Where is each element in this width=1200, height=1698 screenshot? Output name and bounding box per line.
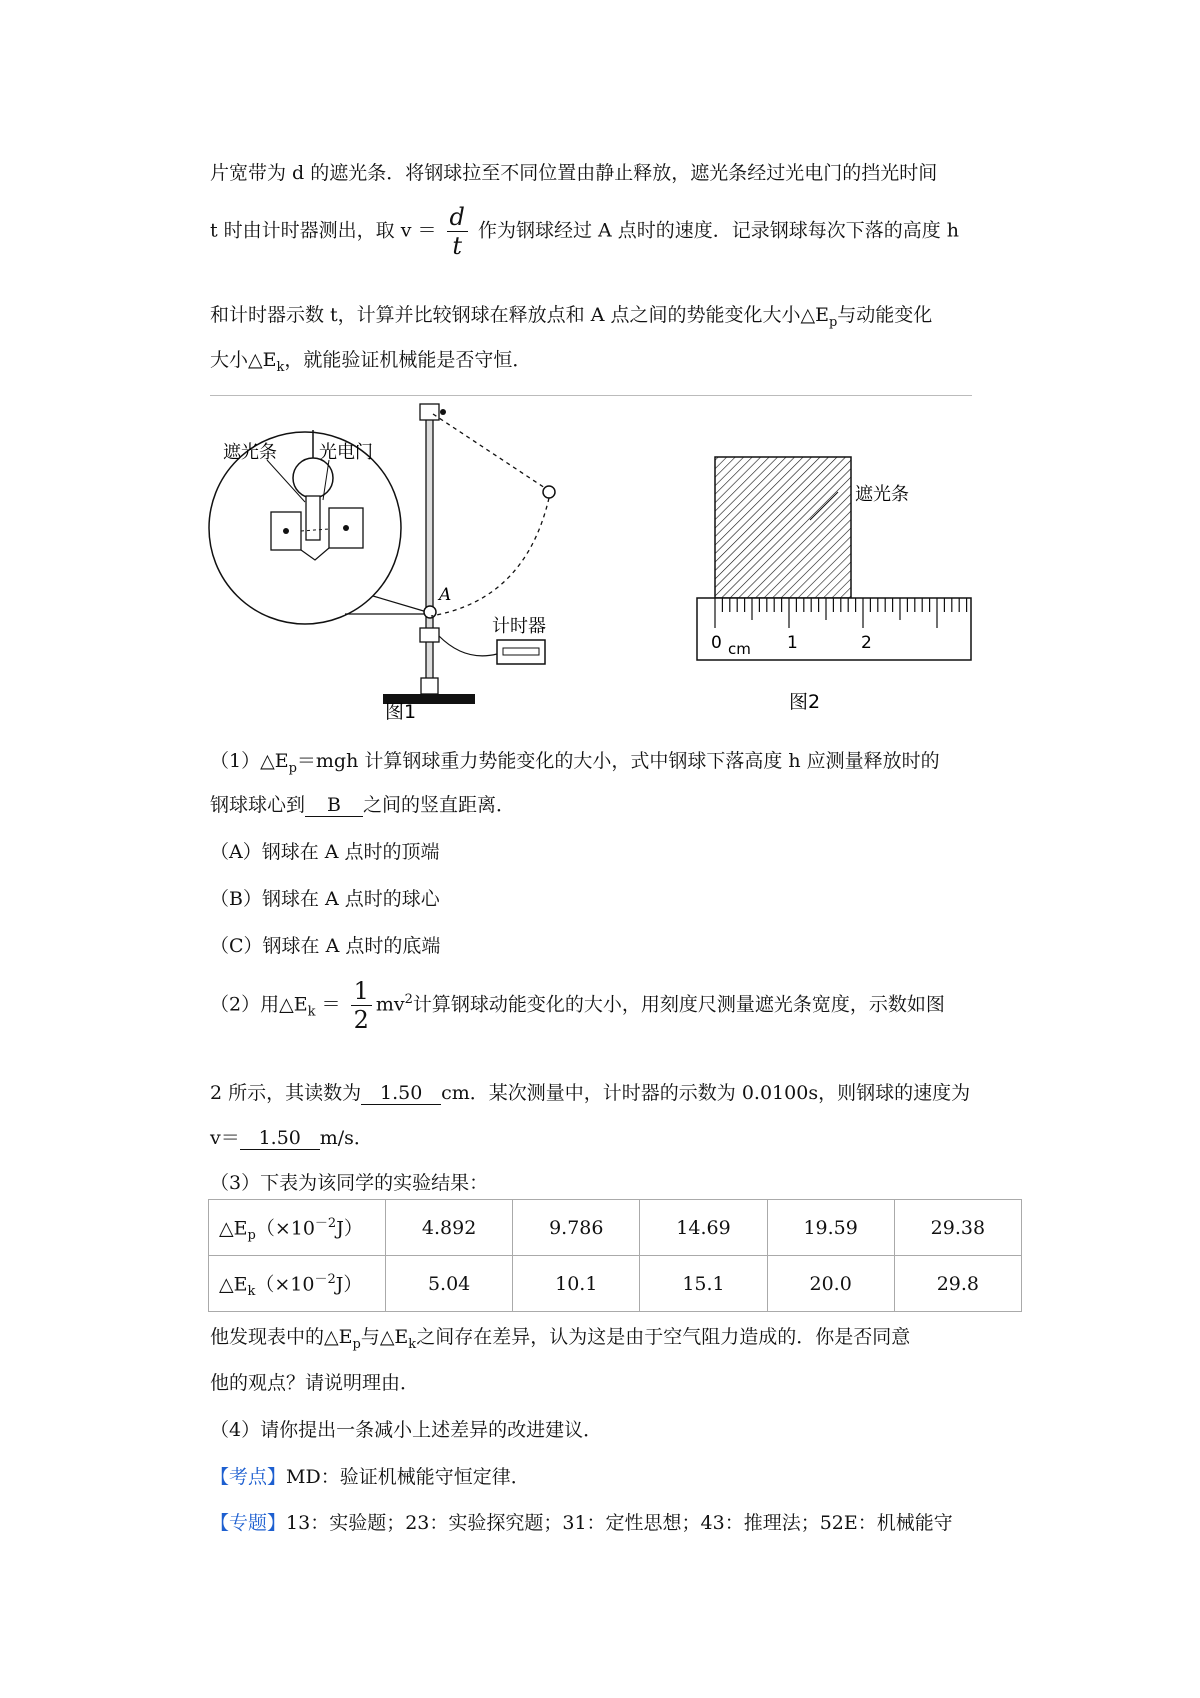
table-cell: 9.786 — [513, 1200, 640, 1256]
ruler-tick-1: 1 — [787, 633, 798, 653]
q1-option-c: （C）钢球在 A 点时的底端 — [210, 935, 441, 957]
ruler-unit: cm — [728, 640, 751, 658]
stand-foot — [421, 678, 438, 694]
q2-line-1 — [210, 977, 945, 1034]
ruler-tick-0: 0 — [711, 633, 722, 653]
figure-1-caption: 图1 — [385, 701, 417, 723]
results-table — [208, 1199, 1022, 1312]
q1-answer: B — [305, 794, 363, 817]
q1-line-2 — [210, 790, 515, 817]
table-row — [209, 1256, 1022, 1312]
q1-text: 钢球球心到 — [210, 794, 306, 816]
label-shield: 遮光条 — [223, 442, 277, 463]
table-cell: 10.1 — [513, 1256, 640, 1312]
intro-line-2 — [210, 203, 959, 260]
divider-line — [210, 395, 972, 396]
zhuanti-line — [210, 1508, 953, 1535]
photogate-on-stand — [420, 628, 439, 642]
q1-option-a: （A）钢球在 A 点时的顶端 — [210, 841, 440, 863]
half-fraction — [351, 977, 372, 1034]
ruler-tick-2: 2 — [861, 633, 872, 653]
gate-dot — [283, 528, 289, 534]
ball-at-A — [424, 606, 436, 618]
subscript: k — [307, 1004, 316, 1020]
table-cell: 20.0 — [767, 1256, 894, 1312]
table-cell: 29.8 — [894, 1256, 1021, 1312]
intro-text: 与动能变化 — [837, 304, 933, 326]
velocity-fraction — [447, 203, 468, 260]
fraction-denominator: t — [452, 232, 463, 260]
q2-text: m/s． — [319, 1127, 373, 1149]
q2-answer-reading: 1.50 — [361, 1082, 441, 1105]
figure-2-caption: 图2 — [789, 691, 821, 713]
intro-text: 片宽带为 d 的遮光条．将钢球拉至不同位置由静止释放，遮光条经过光电门的挡光时间 — [210, 162, 938, 184]
q2-line-2 — [210, 1078, 970, 1105]
q2-answer-velocity: 1.50 — [240, 1127, 320, 1150]
intro-text: 作为钢球经过 A 点时的速度．记录钢球每次下落的高度 h — [477, 219, 960, 242]
clamp-knob — [440, 409, 446, 415]
intro-line-3 — [210, 300, 932, 330]
intro-text: t 时由计时器测出，取 v ＝ — [210, 219, 437, 242]
zhuanti-text: 13：实验题；23：实验探究题；31：定性思想；43：推理法；52E：机械能守 — [286, 1512, 953, 1534]
stand-clamp — [420, 404, 439, 420]
q2-text: ＝ — [321, 993, 341, 1016]
row-header-ek: $\triangle E_k(\times 10^{-2}J)$ — [209, 1256, 386, 1312]
kaodian-tag: 【考点】 — [210, 1466, 287, 1488]
table-row — [209, 1200, 1022, 1256]
fraction-numerator: 1 — [351, 977, 372, 1006]
q4-text: （4）请你提出一条减小上述差异的改进建议． — [210, 1419, 603, 1441]
gate-bracket — [301, 548, 329, 560]
label-timer: 计时器 — [492, 616, 546, 637]
intro-text: 和计时器示数 t，计算并比较钢球在释放点和 A 点之间的势能变化大小△E — [210, 304, 829, 326]
fraction-numerator: d — [447, 203, 468, 232]
zhuanti-tag: 【专题】 — [210, 1512, 287, 1534]
q2-text: mv — [375, 993, 405, 1016]
intro-text: ，就能验证机械能是否守恒． — [284, 349, 532, 371]
q3-intro: （3）下表为该同学的实验结果： — [210, 1172, 489, 1194]
subscript: p — [288, 760, 297, 776]
q3-after-2: 他的观点？请说明理由． — [210, 1372, 420, 1394]
timer-cable — [439, 636, 497, 656]
timer-display — [503, 648, 539, 655]
figure-1-apparatus — [205, 400, 625, 730]
table-cell: 5.04 — [386, 1256, 513, 1312]
q2-text: （2）用△E — [210, 993, 308, 1016]
table-cell: 15.1 — [640, 1256, 767, 1312]
pendulum-string — [433, 414, 545, 488]
q2-text: v＝ — [210, 1127, 240, 1149]
label-point-A: A — [439, 585, 452, 605]
subscript: p — [828, 314, 838, 330]
table-cell: 4.892 — [386, 1200, 513, 1256]
table-cell: 19.59 — [767, 1200, 894, 1256]
gate-dot — [343, 525, 349, 531]
ball-enlarged — [293, 458, 333, 498]
q3-after-1: 他发现表中的$\triangle E_p$与$\triangle E_k$之间存在差异，认为这是由于空气阻力造成的．你是否同意 — [210, 1326, 911, 1352]
table-cell: 29.38 — [894, 1200, 1021, 1256]
pointer-line — [373, 596, 427, 612]
intro-line-4 — [210, 345, 531, 375]
kaodian-text: MD：验证机械能守恒定律． — [286, 1466, 530, 1488]
fraction-denominator: 2 — [353, 1006, 369, 1034]
q1-text: ＝mgh 计算钢球重力势能变化的大小，式中钢球下落高度 h 应测量释放时的 — [296, 750, 940, 772]
q2-text: 2 所示，其读数为 — [210, 1082, 362, 1104]
intro-line-1 — [210, 158, 937, 185]
q2-line-3 — [210, 1123, 373, 1150]
figure-2-ruler — [690, 400, 980, 730]
intro-text: 大小△E — [210, 349, 277, 371]
ball-released — [543, 486, 555, 498]
label-shield: 遮光条 — [855, 484, 909, 505]
q2-text: 计算钢球动能变化的大小，用刻度尺测量遮光条宽度，示数如图 — [412, 993, 945, 1016]
q1-option-b: （B）钢球在 A 点时的球心 — [210, 888, 440, 910]
shield-strip-enlarged — [306, 496, 320, 540]
shield-strip — [715, 457, 851, 598]
stand-pole — [426, 418, 433, 694]
table-cell: 14.69 — [640, 1200, 767, 1256]
q1-text: 之间的竖直距离． — [363, 794, 516, 816]
q1-line-1 — [210, 746, 940, 776]
row-header-ep: $\triangle E_p(\times 10^{-2}J)$ — [209, 1200, 386, 1256]
q1-text: （1）△E — [210, 750, 289, 772]
q2-text: cm．某次测量中，计时器的示数为 0.0100s，则钢球的速度为 — [441, 1082, 971, 1104]
subscript: k — [276, 359, 285, 375]
superscript: 2 — [404, 992, 413, 1008]
kaodian-line — [210, 1462, 530, 1489]
label-gate: 光电门 — [319, 442, 373, 463]
